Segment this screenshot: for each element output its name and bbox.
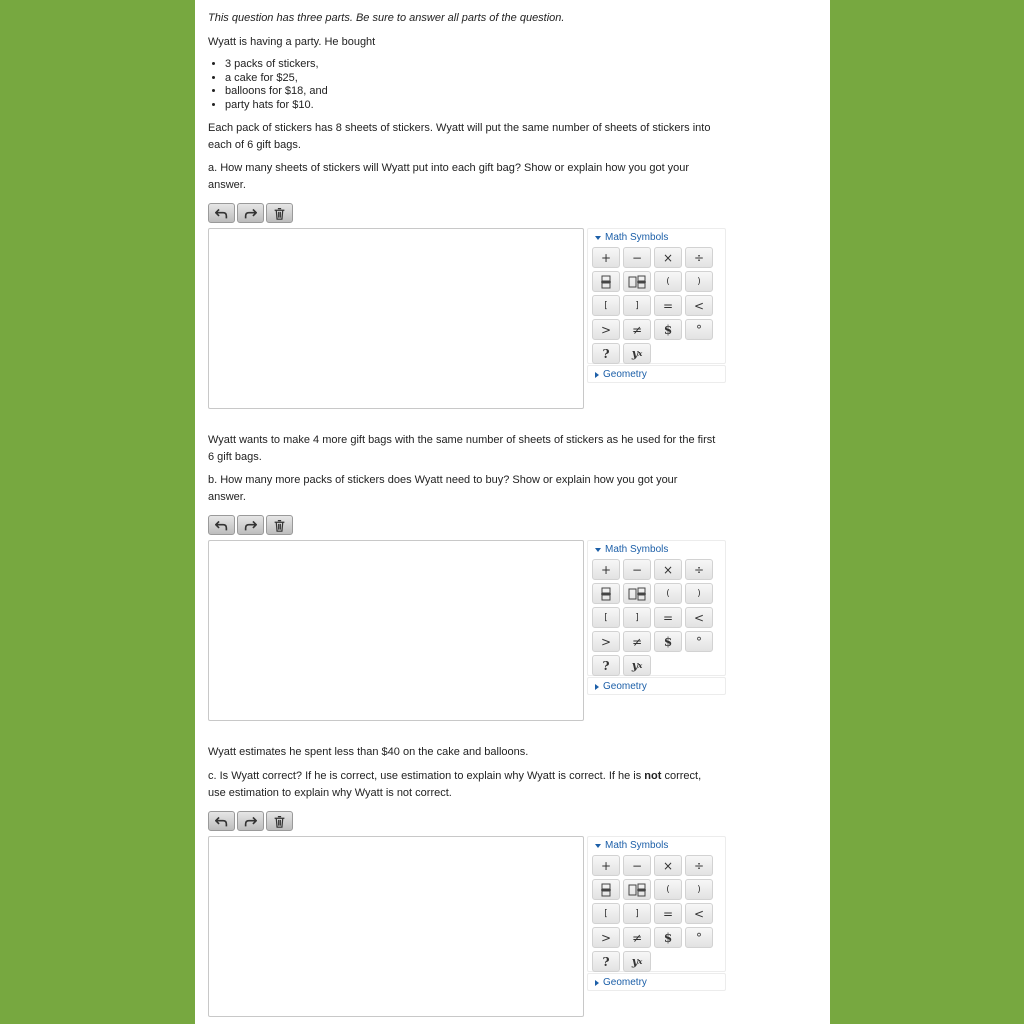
redo-icon	[244, 519, 257, 532]
minus-symbol[interactable]: −	[623, 247, 651, 268]
redo-icon	[244, 815, 257, 828]
mixed-number-icon[interactable]	[623, 583, 651, 604]
list-item: • 3 packs of stickers,	[225, 58, 328, 72]
plus-symbol[interactable]: +	[592, 559, 620, 580]
purchase-list	[208, 58, 328, 113]
divide-symbol[interactable]: ÷	[685, 855, 713, 876]
caret-right-icon	[595, 372, 599, 378]
equals-symbol[interactable]: =	[654, 607, 682, 628]
trash-icon	[273, 519, 286, 532]
math-symbols-label: Math Symbols	[605, 840, 669, 851]
delete-button[interactable]	[266, 811, 293, 831]
open-paren-symbol[interactable]: (	[654, 583, 682, 604]
fraction-icon[interactable]	[592, 583, 620, 604]
exponent-icon[interactable]: y x	[623, 951, 651, 972]
trash-icon	[273, 815, 286, 828]
less-than-symbol[interactable]: <	[685, 295, 713, 316]
math-symbols-toggle[interactable]	[595, 544, 668, 555]
part-a-question-cont: answer.	[208, 179, 246, 191]
open-bracket-symbol[interactable]: [	[592, 903, 620, 924]
geometry-label: Geometry	[603, 977, 647, 988]
mixed-number-icon[interactable]	[623, 879, 651, 900]
part-c-emphasis: not	[644, 770, 662, 782]
not-equal-symbol[interactable]: ≠	[623, 319, 651, 340]
editor-toolbar-c	[208, 811, 293, 831]
less-than-symbol[interactable]: <	[685, 903, 713, 924]
trash-icon	[273, 207, 286, 220]
answer-box-c[interactable]	[208, 836, 584, 1017]
fraction-icon[interactable]	[592, 271, 620, 292]
close-paren-symbol[interactable]: )	[685, 271, 713, 292]
symbol-palette-b	[587, 540, 726, 695]
minus-symbol[interactable]: −	[623, 559, 651, 580]
caret-right-icon	[595, 684, 599, 690]
question-page	[195, 0, 830, 1024]
degree-symbol[interactable]: °	[685, 927, 713, 948]
undo-button[interactable]	[208, 811, 235, 831]
instructions: This question has three parts. Be sure to answer all parts of the question.	[208, 12, 565, 24]
part-c-question-cont: use estimation to explain why Wyatt is not correct.	[208, 787, 452, 799]
degree-symbol[interactable]: °	[685, 319, 713, 340]
math-symbols-panel	[587, 836, 726, 972]
estimate-text: Wyatt estimates he spent less than $40 on the cake and balloons.	[208, 746, 529, 758]
redo-button[interactable]	[237, 203, 264, 223]
close-bracket-symbol[interactable]: ]	[623, 903, 651, 924]
geometry-panel	[587, 677, 726, 695]
times-symbol[interactable]: ×	[654, 247, 682, 268]
equals-symbol[interactable]: =	[654, 903, 682, 924]
math-symbols-panel	[587, 540, 726, 676]
open-paren-symbol[interactable]: (	[654, 271, 682, 292]
close-bracket-symbol[interactable]: ]	[623, 607, 651, 628]
caret-down-icon	[595, 236, 601, 240]
part-b-question: b. How many more packs of stickers does Wyatt need to buy? Show or explain how you got your	[208, 474, 678, 486]
geometry-label: Geometry	[603, 681, 647, 692]
symbol-palette-c	[587, 836, 726, 991]
symbol-grid	[592, 559, 713, 676]
redo-button[interactable]	[237, 515, 264, 535]
minus-symbol[interactable]: −	[623, 855, 651, 876]
redo-button[interactable]	[237, 811, 264, 831]
divide-symbol[interactable]: ÷	[685, 247, 713, 268]
geometry-toggle[interactable]	[595, 681, 647, 692]
geometry-toggle[interactable]	[595, 977, 647, 988]
undo-button[interactable]	[208, 515, 235, 535]
math-symbols-label: Math Symbols	[605, 544, 669, 555]
greater-than-symbol[interactable]: >	[592, 927, 620, 948]
caret-right-icon	[595, 980, 599, 986]
stickers-info: Each pack of stickers has 8 sheets of stickers. Wyatt will put the same number of sheets of stickers into	[208, 122, 711, 134]
greater-than-symbol[interactable]: >	[592, 631, 620, 652]
geometry-label: Geometry	[603, 369, 647, 380]
list-item: • balloons for $18, and	[225, 85, 328, 99]
plus-symbol[interactable]: +	[592, 247, 620, 268]
question-symbol[interactable]: ?	[592, 343, 620, 364]
more-bags-text: Wyatt wants to make 4 more gift bags with the same number of sheets of stickers as he used for the first	[208, 434, 716, 446]
redo-icon	[244, 207, 257, 220]
symbol-grid	[592, 855, 713, 972]
not-equal-symbol[interactable]: ≠	[623, 927, 651, 948]
symbol-palette-a	[587, 228, 726, 383]
answer-box-b[interactable]	[208, 540, 584, 721]
math-symbols-toggle[interactable]	[595, 232, 668, 243]
equals-symbol[interactable]: =	[654, 295, 682, 316]
open-bracket-symbol[interactable]: [	[592, 295, 620, 316]
fraction-icon[interactable]	[592, 879, 620, 900]
part-b-question-cont: answer.	[208, 491, 246, 503]
open-bracket-symbol[interactable]: [	[592, 607, 620, 628]
question-symbol[interactable]: ?	[592, 655, 620, 676]
geometry-panel	[587, 973, 726, 991]
times-symbol[interactable]: ×	[654, 855, 682, 876]
delete-button[interactable]	[266, 515, 293, 535]
math-symbols-label: Math Symbols	[605, 232, 669, 243]
times-symbol[interactable]: ×	[654, 559, 682, 580]
part-c-question	[208, 768, 701, 785]
undo-icon	[215, 207, 228, 220]
exponent-icon[interactable]: y x	[623, 343, 651, 364]
plus-symbol[interactable]: +	[592, 855, 620, 876]
setup-text: Wyatt is having a party. He bought	[208, 36, 376, 48]
close-paren-symbol[interactable]: )	[685, 879, 713, 900]
dollar-symbol[interactable]: $	[654, 319, 682, 340]
undo-button[interactable]	[208, 203, 235, 223]
caret-down-icon	[595, 844, 601, 848]
divide-symbol[interactable]: ÷	[685, 559, 713, 580]
symbol-grid	[592, 247, 713, 364]
close-paren-symbol[interactable]: )	[685, 583, 713, 604]
dollar-symbol[interactable]: $	[654, 631, 682, 652]
caret-down-icon	[595, 548, 601, 552]
undo-icon	[215, 519, 228, 532]
more-bags-text-cont: 6 gift bags.	[208, 451, 262, 463]
less-than-symbol[interactable]: <	[685, 607, 713, 628]
part-c-text-end: correct,	[661, 770, 702, 782]
math-symbols-toggle[interactable]	[595, 840, 668, 851]
part-a-question: a. How many sheets of stickers will Wyatt put into each gift bag? Show or explain how you got your	[208, 162, 690, 174]
stickers-info-cont: each of 6 gift bags.	[208, 139, 301, 151]
dollar-symbol[interactable]: $	[654, 927, 682, 948]
editor-toolbar-b	[208, 515, 293, 535]
geometry-panel	[587, 365, 726, 383]
close-bracket-symbol[interactable]: ]	[623, 295, 651, 316]
mixed-number-icon[interactable]	[623, 271, 651, 292]
delete-button[interactable]	[266, 203, 293, 223]
greater-than-symbol[interactable]: >	[592, 319, 620, 340]
undo-icon	[215, 815, 228, 828]
answer-box-a[interactable]	[208, 228, 584, 409]
math-symbols-panel	[587, 228, 726, 364]
part-c-text: c. Is Wyatt correct? If he is correct, use estimation to explain why Wyatt is correct. If he is	[208, 770, 645, 782]
list-item: • party hats for $10.	[225, 99, 328, 113]
geometry-toggle[interactable]	[595, 369, 647, 380]
degree-symbol[interactable]: °	[685, 631, 713, 652]
exponent-icon[interactable]: y x	[623, 655, 651, 676]
open-paren-symbol[interactable]: (	[654, 879, 682, 900]
question-symbol[interactable]: ?	[592, 951, 620, 972]
not-equal-symbol[interactable]: ≠	[623, 631, 651, 652]
list-item: • a cake for $25,	[225, 72, 328, 86]
editor-toolbar-a	[208, 203, 293, 223]
